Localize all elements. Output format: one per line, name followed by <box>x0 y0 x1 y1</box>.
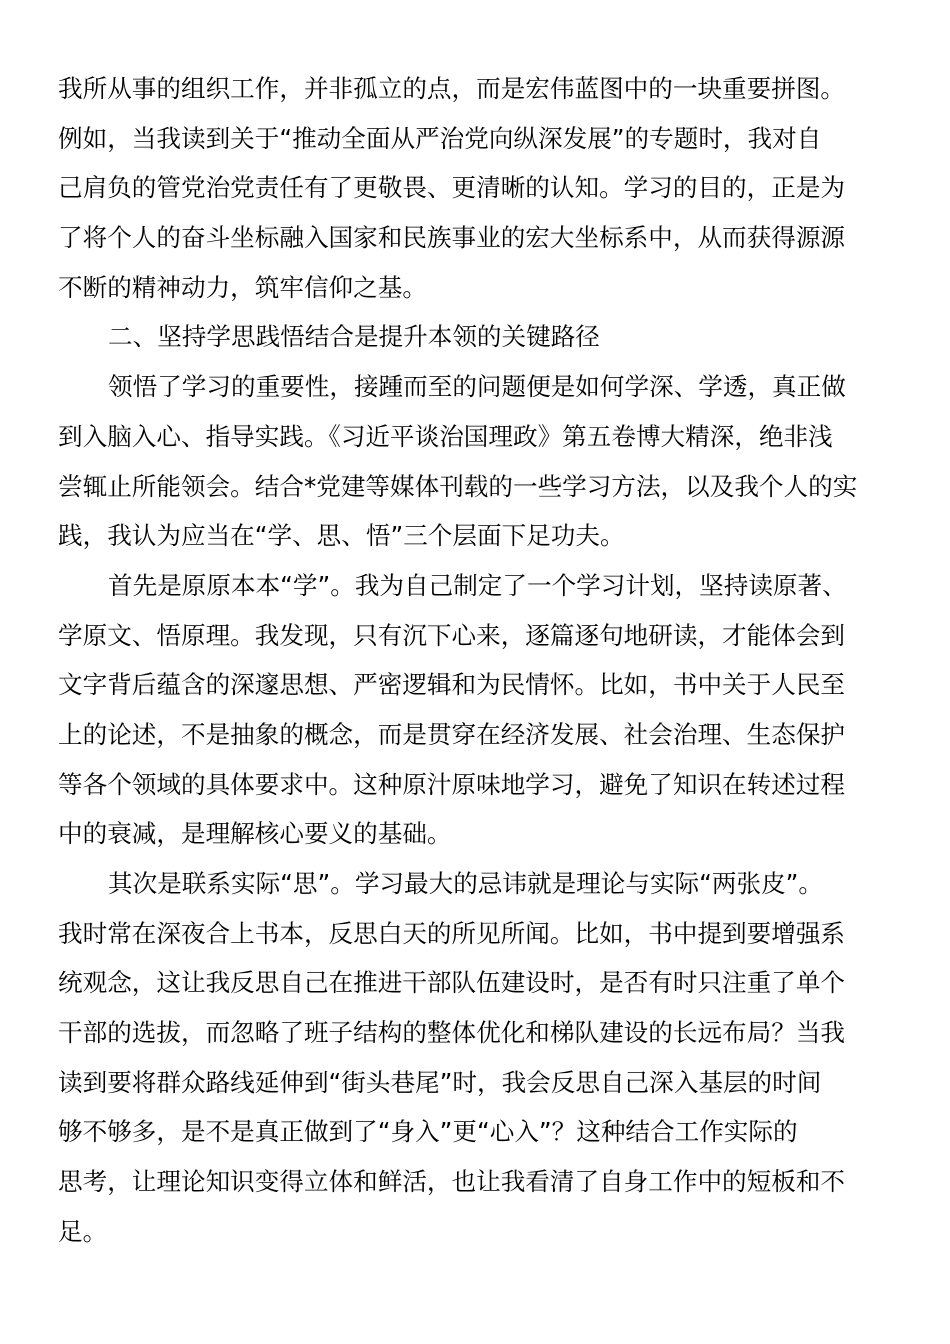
text-line: 统观念，这让我反思自己在推进干部队伍建设时，是否有时只注重了单个 <box>58 968 846 998</box>
text-line: 尝辄止所能领会。结合*党建等媒体刊载的一些学习方法，以及我个人的实 <box>58 471 858 501</box>
text-line: 践，我认为应当在“学、思、悟”三个层面下足功夫。 <box>58 521 625 551</box>
section-heading-2 <box>58 312 892 362</box>
text-line: 文字背后蕴含的深邃思想、严密逻辑和为民情怀。比如，书中关于人民至 <box>58 670 846 700</box>
text-line: 其次是联系实际“思”。学习最大的忌讳就是理论与实际“两张皮”。 <box>108 869 823 898</box>
text-line: 首先是原原本本“学”。我为自己制定了一个学习计划，坚持读原著、 <box>108 570 847 600</box>
text-line: 己肩负的管党治党责任有了更敬畏、更清晰的认知。学习的目的，正是为 <box>58 173 846 203</box>
document-page <box>58 64 892 1257</box>
text-line: 干部的选拔，而忽略了班子结构的整体优化和梯队建设的长远布局？当我 <box>58 1018 846 1048</box>
text-line: 我时常在深夜合上书本，反思白天的所见所闻。比如，书中提到要增强系 <box>58 918 846 948</box>
paragraph-organization-work <box>58 64 892 312</box>
paragraph-study <box>58 561 892 859</box>
text-line: 等各个领域的具体要求中。这种原汁原味地学习，避免了知识在转述过程 <box>58 769 846 799</box>
text-line: 学原文、悟原理。我发现，只有沉下心来，逐篇逐句地研读，才能体会到 <box>58 620 846 650</box>
text-line: 我所从事的组织工作，并非孤立的点，而是宏伟蓝图中的一块重要拼图。 <box>58 74 846 103</box>
text-line: 了将个人的奋斗坐标融入国家和民族事业的宏大坐标系中，从而获得源源 <box>58 223 846 253</box>
text-line: 到入脑入心、指导实践。《习近平谈治国理政》第五卷博大精深，绝非浅 <box>58 421 833 451</box>
text-line: 读到要将群众路线延伸到“街头巷尾”时，我会反思自己深入基层的时间 <box>58 1067 822 1097</box>
section-heading-text: 二、坚持学思践悟结合是提升本领的关键路径 <box>108 322 600 352</box>
text-line: 不断的精神动力，筑牢信仰之基。 <box>58 272 427 302</box>
text-line: 中的衰减，是理解核心要义的基础。 <box>58 819 452 849</box>
text-line: 足。 <box>58 1216 108 1246</box>
paragraph-reflect <box>58 859 892 1257</box>
paragraph-how-to-learn <box>58 362 892 561</box>
text-line: 领悟了学习的重要性，接踵而至的问题便是如何学深、学透，真正做 <box>108 372 846 402</box>
text-line: 够不够多，是不是真正做到了“身入”更“心入”？这种结合工作实际的 <box>58 1117 798 1147</box>
text-line: 例如，当我读到关于“推动全面从严治党向纵深发展”的专题时，我对自 <box>58 123 822 153</box>
text-line: 上的论述，不是抽象的概念，而是贯穿在经济发展、社会治理、生态保护 <box>58 719 846 749</box>
text-line: 思考，让理论知识变得立体和鲜活，也让我看清了自身工作中的短板和不 <box>58 1167 846 1197</box>
